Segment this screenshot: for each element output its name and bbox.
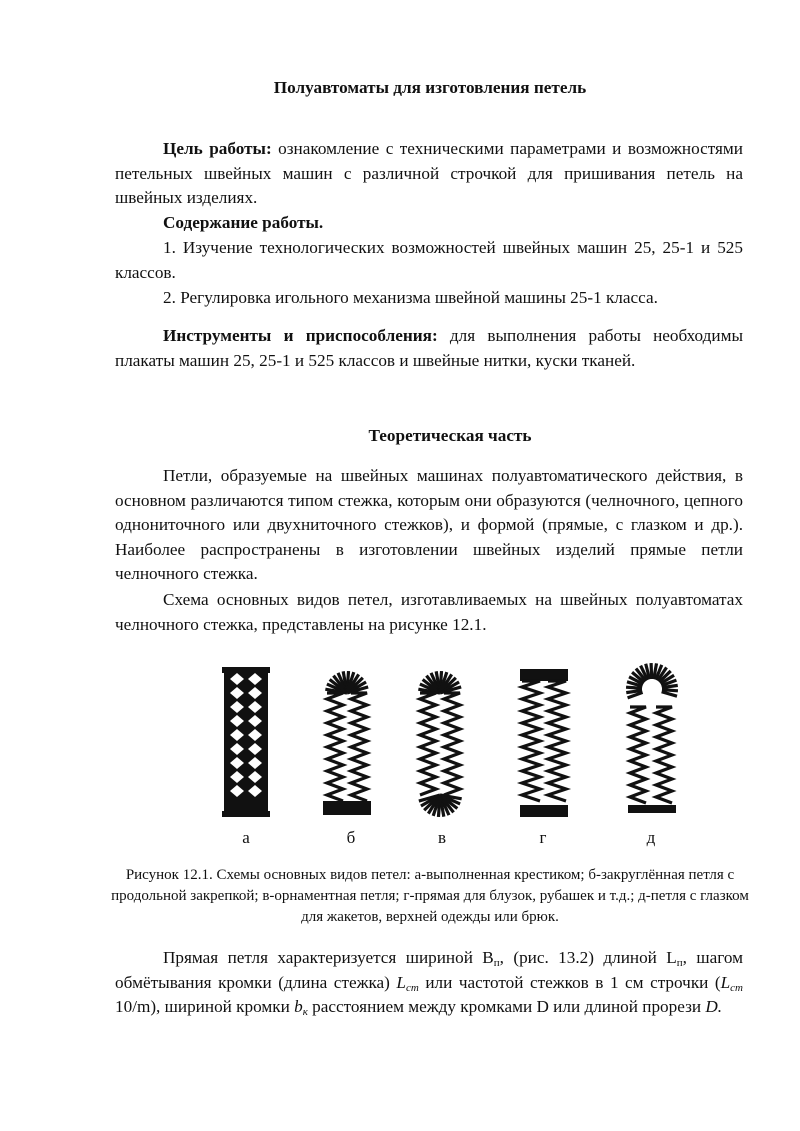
page-title: Полуавтоматы для изготовления петель <box>273 78 587 97</box>
last-t5: 10/m), шириной кромки <box>115 997 295 1017</box>
item2: 2. Регулировка игольного механизма швейной машины 25-1 класса. <box>163 288 658 307</box>
last-t2: , (рис. 13.2) длиной L <box>499 948 677 967</box>
buttonhole-d-left <box>630 707 646 803</box>
last-paragraph <box>115 946 743 1020</box>
goal-label: Цель работы: <box>163 139 272 158</box>
last-s3: ст <box>405 981 419 994</box>
figure-label-d: д <box>646 828 656 847</box>
tools-paragraph <box>115 324 743 373</box>
buttonhole-d-eyelet <box>626 687 642 688</box>
last-t1: Прямая петля характеризуется шириной В <box>163 948 494 967</box>
content-heading-text: Содержание работы. <box>163 213 324 232</box>
last-s2: п <box>676 957 683 969</box>
last-s5: к <box>302 1006 308 1019</box>
buttonhole-d-eyelet <box>662 690 678 691</box>
item1: 1. Изучение технологических возможностей швейных машин 25, 25-1 и 525 классов. <box>115 238 743 282</box>
buttonhole-b-left <box>327 693 343 801</box>
content-heading <box>115 211 743 236</box>
buttonhole-b-bartack <box>323 801 371 815</box>
tools-text: для выполнения работы необходимы плакаты машин 25, 25-1 и 525 классов и швейные нитки, куски тканей. <box>115 326 744 370</box>
buttonhole-b-right <box>351 693 367 801</box>
tools-label: Инструменты и приспособления: <box>163 326 438 345</box>
buttonhole-a-bartack-top <box>222 667 270 673</box>
last-i2: L <box>720 972 731 992</box>
last-s1: п <box>493 957 500 969</box>
figure-label-g: г <box>539 828 547 847</box>
buttonhole-d-eyelet <box>626 690 642 692</box>
buttonhole-v-left <box>420 693 436 795</box>
buttonhole-g-left <box>522 681 540 801</box>
theory-p1: Петли, образуемые на швейных машинах полуавтоматического действия, в основном различаются типом стежка, которым они образуются (челночного, цепного однониточного или двухниточного стежков), и формой (прямые, с глазком и др.). Наиболее распространены в изготовлении швейных изделий прямые петли челночного стежка. <box>115 466 743 584</box>
buttonhole-g-bartack-bottom <box>520 805 568 817</box>
figure-label-b: б <box>346 828 356 847</box>
last-i4: D. <box>705 997 723 1017</box>
buttonhole-d-eyelet <box>651 663 652 679</box>
buttonhole-d-eyelet <box>662 685 678 687</box>
buttonhole-g-bartack-top <box>520 669 568 681</box>
last-t3: , шагом обмётывания кромки (длина стежка) <box>115 948 743 992</box>
theory-heading: Теоретическая часть <box>368 426 532 445</box>
buttonhole-figure <box>210 655 690 855</box>
theory-p2: Схема основных видов петел, изготавливаемых на швейных полуавтоматах челночного стежка, представлены на рисунке 12.1. <box>115 590 743 634</box>
buttonhole-d-bartack <box>628 805 676 813</box>
last-i1: L <box>396 972 406 992</box>
last-t6: расстоянием между кромками D или длиной прорези <box>307 997 706 1017</box>
buttonhole-d-right <box>656 707 672 803</box>
buttonhole-v-right <box>444 693 460 795</box>
buttonhole-d-eye <box>644 681 660 697</box>
buttonhole-drawings <box>222 663 678 817</box>
buttonhole-d-eyelet <box>662 692 677 696</box>
buttonhole-a-bartack-bottom <box>222 811 270 817</box>
figure-caption: Рисунок 12.1. Схемы основных видов петел: а-выполненная крестиком; б-закруглённая петля с продольной закрепкой; в-орнаментная петля; г-прямая для блузок, рубашек и т.д.; д-петля с глазком для жакетов, верхней одежды или брюк. <box>111 867 749 925</box>
figure-label-a: а <box>242 828 250 847</box>
figure-label-v: в <box>437 828 447 847</box>
goal-paragraph <box>115 137 743 211</box>
last-i3: b <box>294 997 303 1017</box>
buttonhole-g-right <box>548 681 566 801</box>
last-t4: или частотой стежков в 1 см строчки ( <box>418 972 721 992</box>
goal-text: ознакомление с техническими параметрами и возможностями петельных швейных машин с различной строчкой для пришивания петель на швейных изделиях. <box>115 139 744 208</box>
last-s4: ст <box>730 981 743 994</box>
buttonhole-a <box>224 667 268 817</box>
